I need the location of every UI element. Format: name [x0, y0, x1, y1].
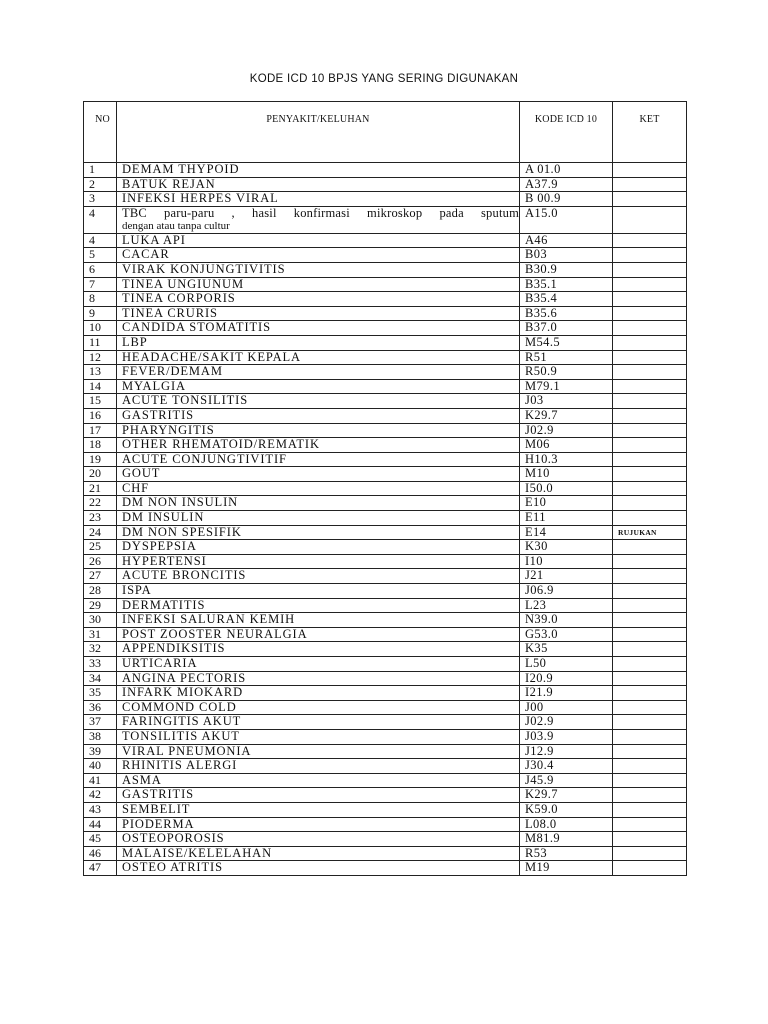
icd-code: B 00.9: [520, 192, 613, 207]
table-row: [84, 861, 687, 876]
ket-note: [613, 744, 687, 759]
table-row: [84, 657, 687, 672]
table-row: [84, 773, 687, 788]
disease-name-line2: dengan atau tanpa cultur: [122, 219, 230, 232]
icd-code: K30: [520, 540, 613, 555]
ket-note: [613, 788, 687, 803]
table-row: [84, 686, 687, 701]
ket-note: [613, 467, 687, 482]
row-number: 44: [84, 817, 117, 832]
row-number: 43: [84, 802, 117, 817]
icd-code: E10: [520, 496, 613, 511]
disease-name: FARINGITIS AKUT: [117, 715, 520, 730]
header-no: NO: [84, 102, 117, 163]
ket-note: [613, 481, 687, 496]
row-number: 10: [84, 321, 117, 336]
icd-code: A46: [520, 233, 613, 248]
table-row: [84, 846, 687, 861]
ket-note: RUJUKAN: [613, 525, 687, 540]
row-number: 8: [84, 292, 117, 307]
icd-code: B35.1: [520, 277, 613, 292]
row-number: 2: [84, 177, 117, 192]
ket-note: [613, 438, 687, 453]
icd-code: M81.9: [520, 832, 613, 847]
table-row: [84, 177, 687, 192]
row-number: 1: [84, 163, 117, 178]
disease-name: PHARYNGITIS: [117, 423, 520, 438]
disease-name: DM NON INSULIN: [117, 496, 520, 511]
row-number: 18: [84, 438, 117, 453]
disease-name: DYSPEPSIA: [117, 540, 520, 555]
row-number: 14: [84, 379, 117, 394]
table-row: [84, 365, 687, 380]
table-row: [84, 321, 687, 336]
icd-code: A 01.0: [520, 163, 613, 178]
table-row: [84, 627, 687, 642]
icd-code: I20.9: [520, 671, 613, 686]
disease-name: LBP: [117, 335, 520, 350]
ket-note: [613, 627, 687, 642]
disease-name: COMMOND COLD: [117, 700, 520, 715]
disease-name: OSTEOPOROSIS: [117, 832, 520, 847]
table-row: [84, 306, 687, 321]
ket-note: [613, 365, 687, 380]
disease-name: ASMA: [117, 773, 520, 788]
ket-note: [613, 657, 687, 672]
icd-code: J21: [520, 569, 613, 584]
icd-code: B35.4: [520, 292, 613, 307]
icd-code: B35.6: [520, 306, 613, 321]
ket-note: [613, 773, 687, 788]
ket-note: [613, 306, 687, 321]
disease-name-line1: TBC paru-paru , hasil konfirmasi mikroskop pada sputum: [122, 206, 519, 220]
icd-code: N39.0: [520, 613, 613, 628]
icd-code: K35: [520, 642, 613, 657]
row-number: 28: [84, 584, 117, 599]
icd-code: B37.0: [520, 321, 613, 336]
icd-code: B03: [520, 248, 613, 263]
icd-code: A37.9: [520, 177, 613, 192]
table-row: [84, 700, 687, 715]
table-row: [84, 788, 687, 803]
icd-code: J03.9: [520, 729, 613, 744]
icd-code: I10: [520, 554, 613, 569]
icd-code: R50.9: [520, 365, 613, 380]
table-row: [84, 262, 687, 277]
disease-name: ACUTE CONJUNGTIVITIF: [117, 452, 520, 467]
ket-note: [613, 277, 687, 292]
disease-name: TINEA UNGIUNUM: [117, 277, 520, 292]
table-row: [84, 613, 687, 628]
disease-name: GASTRITIS: [117, 408, 520, 423]
ket-note: [613, 554, 687, 569]
row-number: 36: [84, 700, 117, 715]
disease-name: ACUTE TONSILITIS: [117, 394, 520, 409]
ket-note: [613, 350, 687, 365]
ket-note: [613, 598, 687, 613]
ket-note: [613, 177, 687, 192]
ket-note: [613, 759, 687, 774]
disease-name: POST ZOOSTER NEURALGIA: [117, 627, 520, 642]
icd-code: H10.3: [520, 452, 613, 467]
row-number: 9: [84, 306, 117, 321]
ket-note: [613, 802, 687, 817]
disease-name: MALAISE/KELELAHAN: [117, 846, 520, 861]
table-row: [84, 744, 687, 759]
table-row: [84, 584, 687, 599]
ket-note: [613, 335, 687, 350]
icd-code: E14: [520, 525, 613, 540]
row-number: 39: [84, 744, 117, 759]
icd-code: I21.9: [520, 686, 613, 701]
icd-code: M06: [520, 438, 613, 453]
icd-code: I50.0: [520, 481, 613, 496]
ket-note: [613, 817, 687, 832]
ket-note: [613, 700, 687, 715]
table-row: [84, 248, 687, 263]
icd-code: J03: [520, 394, 613, 409]
disease-name: INFEKSI SALURAN KEMIH: [117, 613, 520, 628]
icd-code: M10: [520, 467, 613, 482]
row-number: 4: [84, 206, 117, 233]
table-row: [84, 394, 687, 409]
disease-name: OSTEO ATRITIS: [117, 861, 520, 876]
disease-name: OTHER RHEMATOID/REMATIK: [117, 438, 520, 453]
ket-note: [613, 321, 687, 336]
disease-name: GASTRITIS: [117, 788, 520, 803]
row-number: 4: [84, 233, 117, 248]
table-row: [84, 715, 687, 730]
disease-name: PIODERMA: [117, 817, 520, 832]
disease-name: CACAR: [117, 248, 520, 263]
disease-name: TINEA CORPORIS: [117, 292, 520, 307]
table-row: [84, 438, 687, 453]
icd-code: M54.5: [520, 335, 613, 350]
icd-code: K29.7: [520, 788, 613, 803]
table-row: [84, 511, 687, 526]
ket-note: [613, 511, 687, 526]
row-number: 24: [84, 525, 117, 540]
row-number: 15: [84, 394, 117, 409]
icd-code: M79.1: [520, 379, 613, 394]
ket-note: [613, 686, 687, 701]
ket-note: [613, 846, 687, 861]
disease-name: SEMBELIT: [117, 802, 520, 817]
row-number: 29: [84, 598, 117, 613]
row-number: 3: [84, 192, 117, 207]
table-row: [84, 554, 687, 569]
table-row: [84, 233, 687, 248]
ket-note: [613, 394, 687, 409]
ket-note: [613, 642, 687, 657]
row-number: 16: [84, 408, 117, 423]
icd-code: R53: [520, 846, 613, 861]
disease-name: [117, 206, 520, 233]
ket-note: [613, 832, 687, 847]
table-row: [84, 642, 687, 657]
ket-note: [613, 262, 687, 277]
row-number: 20: [84, 467, 117, 482]
table-row: [84, 569, 687, 584]
ket-note: [613, 613, 687, 628]
row-number: 42: [84, 788, 117, 803]
table-row: [84, 540, 687, 555]
row-number: 33: [84, 657, 117, 672]
disease-name: ACUTE BRONCITIS: [117, 569, 520, 584]
ket-note: [613, 540, 687, 555]
row-number: 25: [84, 540, 117, 555]
disease-name: INFEKSI HERPES VIRAL: [117, 192, 520, 207]
row-number: 34: [84, 671, 117, 686]
table-row: [84, 759, 687, 774]
disease-name: URTICARIA: [117, 657, 520, 672]
ket-note: [613, 584, 687, 599]
disease-name: ISPA: [117, 584, 520, 599]
row-number: 19: [84, 452, 117, 467]
disease-name: TINEA CRURIS: [117, 306, 520, 321]
disease-name: DERMATITIS: [117, 598, 520, 613]
disease-name: CANDIDA STOMATITIS: [117, 321, 520, 336]
row-number: 12: [84, 350, 117, 365]
ket-note: [613, 715, 687, 730]
disease-name: HEADACHE/SAKIT KEPALA: [117, 350, 520, 365]
table-row: [84, 206, 687, 233]
header-code: KODE ICD 10: [520, 102, 613, 163]
table-row: [84, 802, 687, 817]
table-row: [84, 525, 687, 540]
ket-note: [613, 452, 687, 467]
ket-note: [613, 206, 687, 233]
table-row: [84, 729, 687, 744]
document-title: KODE ICD 10 BPJS YANG SERING DIGUNAKAN: [249, 73, 519, 85]
table-row: [84, 481, 687, 496]
table-row: [84, 277, 687, 292]
row-number: 5: [84, 248, 117, 263]
disease-name: FEVER/DEMAM: [117, 365, 520, 380]
disease-name: APPENDIKSITIS: [117, 642, 520, 657]
icd-code-table: [83, 101, 687, 876]
row-number: 26: [84, 554, 117, 569]
ket-note: [613, 729, 687, 744]
table-row: [84, 408, 687, 423]
table-body: [84, 163, 687, 876]
icd-code: R51: [520, 350, 613, 365]
icd-code: J00: [520, 700, 613, 715]
table-row: [84, 671, 687, 686]
disease-name: INFARK MIOKARD: [117, 686, 520, 701]
disease-name: GOUT: [117, 467, 520, 482]
disease-name: TONSILITIS AKUT: [117, 729, 520, 744]
icd-code: J02.9: [520, 423, 613, 438]
row-number: 7: [84, 277, 117, 292]
icd-code: J02.9: [520, 715, 613, 730]
row-number: 23: [84, 511, 117, 526]
row-number: 40: [84, 759, 117, 774]
disease-name: VIRAK KONJUNGTIVITIS: [117, 262, 520, 277]
table-row: [84, 423, 687, 438]
disease-name: DM NON SPESIFIK: [117, 525, 520, 540]
row-number: 6: [84, 262, 117, 277]
icd-code: A15.0: [520, 206, 613, 233]
ket-note: [613, 163, 687, 178]
row-number: 37: [84, 715, 117, 730]
icd-code: M19: [520, 861, 613, 876]
row-number: 21: [84, 481, 117, 496]
icd-code: L23: [520, 598, 613, 613]
ket-note: [613, 671, 687, 686]
icd-code: J30.4: [520, 759, 613, 774]
icd-code: J06.9: [520, 584, 613, 599]
row-number: 46: [84, 846, 117, 861]
ket-note: [613, 292, 687, 307]
table-row: [84, 292, 687, 307]
table-row: [84, 379, 687, 394]
table-row: [84, 496, 687, 511]
disease-name: MYALGIA: [117, 379, 520, 394]
icd-code: L50: [520, 657, 613, 672]
table-row: [84, 163, 687, 178]
disease-name: BATUK REJAN: [117, 177, 520, 192]
disease-name: DEMAM THYPOID: [117, 163, 520, 178]
ket-note: [613, 248, 687, 263]
disease-name: ANGINA PECTORIS: [117, 671, 520, 686]
ket-note: [613, 192, 687, 207]
row-number: 38: [84, 729, 117, 744]
row-number: 47: [84, 861, 117, 876]
icd-code: K29.7: [520, 408, 613, 423]
header-ket: KET: [613, 102, 687, 163]
table-row: [84, 598, 687, 613]
ket-note: [613, 569, 687, 584]
row-number: 31: [84, 627, 117, 642]
disease-name: DM INSULIN: [117, 511, 520, 526]
table-row: [84, 452, 687, 467]
ket-note: [613, 423, 687, 438]
icd-code: J45.9: [520, 773, 613, 788]
table-row: [84, 192, 687, 207]
row-number: 11: [84, 335, 117, 350]
ket-note: [613, 408, 687, 423]
row-number: 30: [84, 613, 117, 628]
icd-code: G53.0: [520, 627, 613, 642]
row-number: 13: [84, 365, 117, 380]
disease-name: HYPERTENSI: [117, 554, 520, 569]
ket-note: [613, 496, 687, 511]
icd-code: E11: [520, 511, 613, 526]
ket-note: [613, 233, 687, 248]
icd-code: K59.0: [520, 802, 613, 817]
ket-note: [613, 861, 687, 876]
icd-code: J12.9: [520, 744, 613, 759]
row-number: 45: [84, 832, 117, 847]
table-header-row: [84, 102, 687, 163]
row-number: 22: [84, 496, 117, 511]
disease-name: VIRAL PNEUMONIA: [117, 744, 520, 759]
table-row: [84, 817, 687, 832]
disease-name: LUKA API: [117, 233, 520, 248]
ket-note: [613, 379, 687, 394]
row-number: 35: [84, 686, 117, 701]
table-row: [84, 832, 687, 847]
row-number: 32: [84, 642, 117, 657]
disease-name: CHF: [117, 481, 520, 496]
icd-code: L08.0: [520, 817, 613, 832]
table-row: [84, 335, 687, 350]
row-number: 41: [84, 773, 117, 788]
icd-code: B30.9: [520, 262, 613, 277]
row-number: 27: [84, 569, 117, 584]
header-name: PENYAKIT/KELUHAN: [117, 102, 520, 163]
disease-name: RHINITIS ALERGI: [117, 759, 520, 774]
table-row: [84, 350, 687, 365]
table-row: [84, 467, 687, 482]
row-number: 17: [84, 423, 117, 438]
